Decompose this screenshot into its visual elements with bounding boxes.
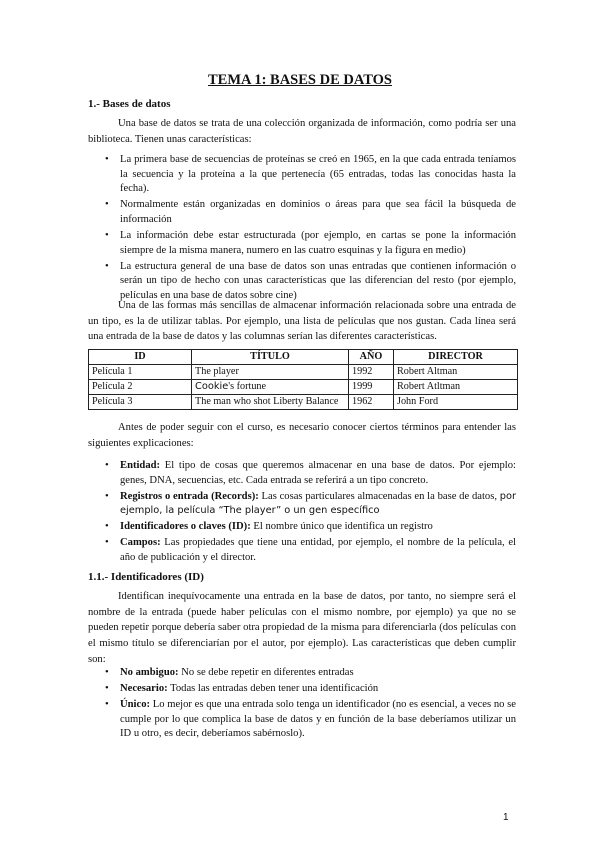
term-label: Registros o entrada (Records): [120,490,259,502]
column-header-director: DIRECTOR [394,350,518,365]
list-item [88,520,516,535]
term-text: Todas las entradas deben tener una identificación [167,683,379,695]
cell-titulo-part-a: Cookie [195,381,229,392]
cell-director: John Ford [394,395,518,410]
list-item: • La estructura general de una base de datos son unas entradas que contienen información o serán un tipo de hecho con unas características que las diferencian del resto (por ejemplo, películas en una base de datos sobre cine) [105,260,516,301]
table-header-row [89,350,518,365]
term-label: Necesario: [120,683,168,695]
cell-director: Robert Altman [394,365,518,380]
table-intro-paragraph: Una de las formas más sencillas de almacenar información relacionada sobre una entrada de un tipo, es la de utilizar tablas. Por ejemplo, una lista de películas que nos gustan. Cada línea será una entrada de la base de datos y las columnas serían las diferentes características. [88,300,516,343]
table-row [89,380,518,395]
page-title: TEMA 1: BASES DE DATOS [208,72,392,88]
bullet-icon: • [105,154,109,165]
term-label: Entidad: [120,460,161,471]
bullet-icon: • [105,537,109,549]
bullet-icon: • [105,490,109,502]
movies-table [88,349,518,410]
bullet-icon: • [105,229,109,241]
bullet-icon: • [105,521,109,533]
term-label: Campos: [120,537,161,549]
column-header-anio: AÑO [349,350,394,365]
section-heading-bases-de-datos: 1.- Bases de datos [88,98,171,110]
term-text: Lo mejor es que una entrada solo tenga un identificador (no es esencial, a veces no se cumple por lo que complica la base de datos y en función de la base deberíamos utilizar un ID u otro, es decir, deberíamos sabérnoslo). [120,699,516,740]
column-header-id: ID [89,350,192,365]
term-text: No se debe repetir en diferentes entradas [178,667,354,678]
cell-titulo [192,380,349,395]
cell-anio: 1992 [349,365,394,380]
bullet-icon: • [105,667,109,678]
identifiers-paragraph: Identifican inequívocamente una entrada en la base de datos, por tanto, no siempre será el nombre de la entrada (puede haber películas con el mismo nombre, por ejemplo) ya que no se pueden repetir porque debería saber otra propiedad de la misma para diferenciarla (dos películas con el mismo título se diferenciarían por el autor, por ejemplo). Las características que deben cumplir son: [88,591,516,665]
bullet-icon: • [105,199,109,211]
list-item: • Normalmente están organizadas en dominios o áreas para que sea fácil la búsqueda de información [105,199,516,225]
list-item [88,666,516,681]
intro-paragraph: Una base de datos se trata de una colección organizada de información, como podría ser una biblioteca. Tienen unas características: [88,118,516,145]
list-item [88,459,516,488]
list-item [88,698,516,742]
term-label: No ambiguo: [120,667,179,678]
term-text-alt-font: por ejemplo, la película “The player” o un gen específico [120,490,516,517]
cell-id: Película 2 [89,380,192,395]
characteristics-list [88,153,516,305]
term-text: Las propiedades que tiene una entidad, por ejemplo, el nombre de la película, el año de publicación y el director. [120,537,516,564]
bullet-icon: • [105,260,109,272]
cell-titulo: The player [192,365,349,380]
list-item [88,490,516,519]
cell-id: Película 1 [89,365,192,380]
table-row [89,365,518,380]
section-heading-identificadores: 1.1.- Identificadores (ID) [88,571,204,583]
bullet-icon: • [105,460,109,471]
terms-list [88,459,516,567]
cell-anio: 1962 [349,395,394,410]
term-text: El tipo de cosas que queremos almacenar en una base de datos. Por ejemplo: genes, DNA, secuencias, etc. Cada entrada se referirá a un tipo concreto. [120,460,516,486]
cell-anio: 1999 [349,380,394,395]
term-text: Las cosas particulares almacenadas en la base de datos, [258,490,500,502]
list-item [88,536,516,565]
column-header-titulo: TÍTULO [192,350,349,365]
term-text: El nombre único que identifica un registro [250,521,433,533]
list-item: • La información debe estar estructurada (por ejemplo, en cartas se pone la información siempre de la misma manera, numero en las cuatro esquinas y la figura en medio) [105,229,516,256]
cell-titulo: The man who shot Liberty Balance [192,395,349,410]
cell-titulo-part-b: 's fortune [228,381,267,392]
term-label: Único: [120,699,151,711]
term-label: Identificadores o claves (ID): [120,521,251,533]
bullet-icon: • [105,699,109,711]
terms-intro-paragraph: Antes de poder seguir con el curso, es necesario conocer ciertos términos para entender las siguientes explicaciones: [88,422,516,449]
table-row [89,395,518,410]
bullet-icon: • [105,683,109,695]
identifier-properties-list [88,666,516,743]
cell-id: Película 3 [89,395,192,410]
page-number: 1 [503,812,509,823]
list-item [88,682,516,697]
list-item: • La primera base de secuencias de proteínas se creó en 1965, en la que cada entrada teníamos la secuencia y la proteína a la que pertenecía (65 entradas, todas las conocidas hasta la fecha). [105,154,516,195]
cell-director: Robert Atltman [394,380,518,395]
